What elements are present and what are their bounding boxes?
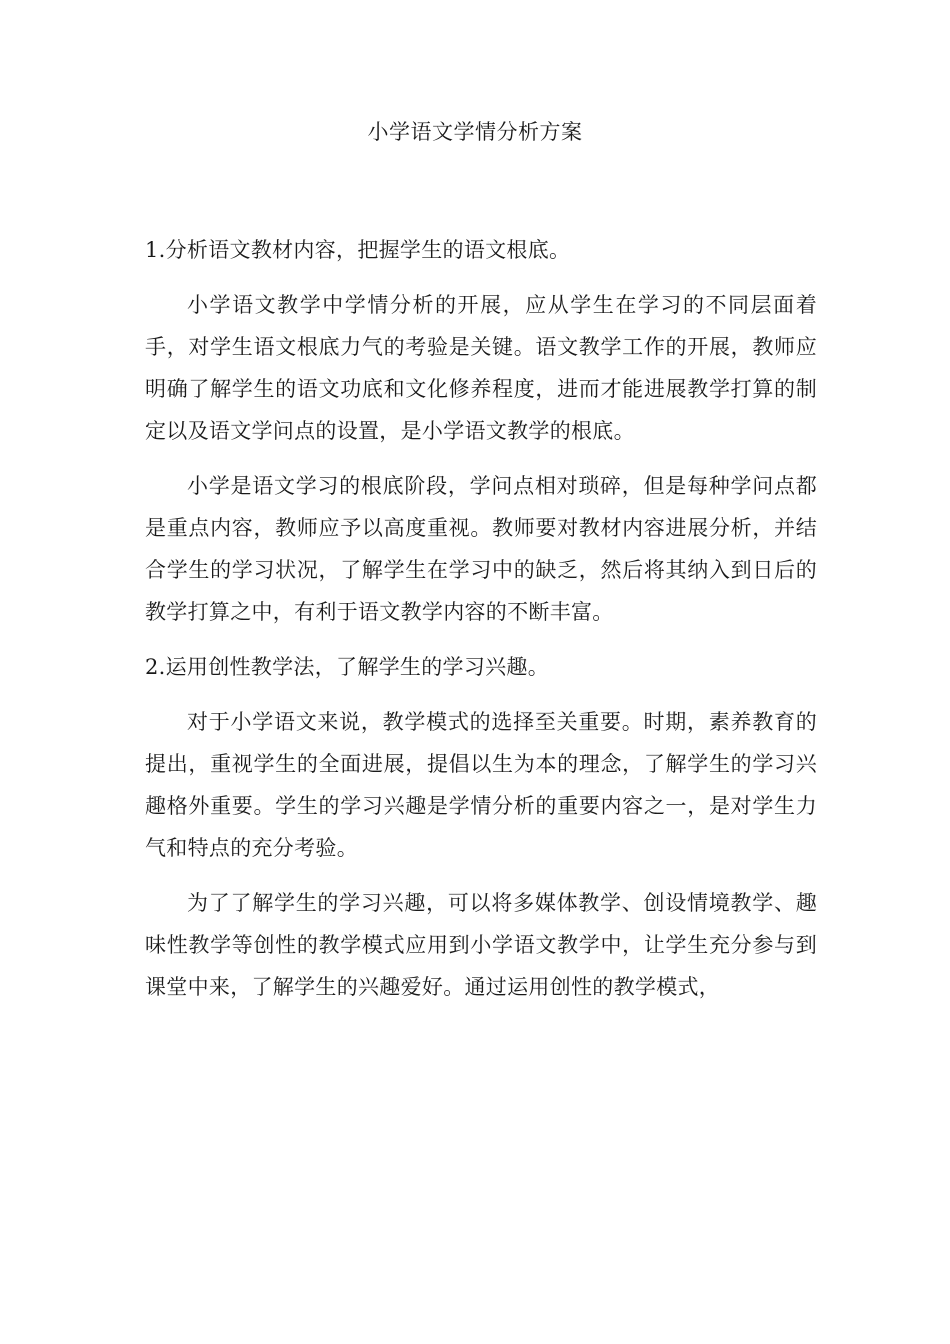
paragraph: 小学语文教学中学情分析的开展，应从学生在学习的不同层面着手，对学生语文根底力气的考验是关键。语文教学工作的开展，教师应明确了解学生的语文功底和文化修养程度，进而才能进展教学打算的制定以及语文学问点的设置，是小学语文教学的根底。 xyxy=(145,293,817,443)
section-2 xyxy=(145,646,817,1008)
document-body xyxy=(145,229,817,1021)
section-1 xyxy=(145,229,817,633)
paragraph: 对于小学语文来说，教学模式的选择至关重要。时期，素养教育的提出，重视学生的全面进展，提倡以生为本的理念，了解学生的学习兴趣格外重要。学生的学习兴趣是学情分析的重要内容之一，是对学生力气和特点的充分考验。 xyxy=(145,710,817,860)
section-heading: 1.分析语文教材内容，把握学生的语文根底。 xyxy=(145,238,571,262)
paragraph: 为了了解学生的学习兴趣，可以将多媒体教学、创设情境教学、趣味性教学等创性的教学模式应用到小学语文教学中，让学生充分参与到课堂中来，了解学生的兴趣爱好。通过运用创性的教学模式， xyxy=(145,891,817,999)
paragraph: 小学是语文学习的根底阶段，学问点相对琐碎，但是每种学问点都是重点内容，教师应予以高度重视。教师要对教材内容进展分析，并结合学生的学习状况，了解学生在学习中的缺乏，然后将其纳入到日后的教学打算之中，有利于语文教学内容的不断丰富。 xyxy=(145,474,817,624)
section-heading: 2.运用创性教学法，了解学生的学习兴趣。 xyxy=(145,655,550,679)
document-title: 小学语文学情分析方案 xyxy=(367,120,583,144)
